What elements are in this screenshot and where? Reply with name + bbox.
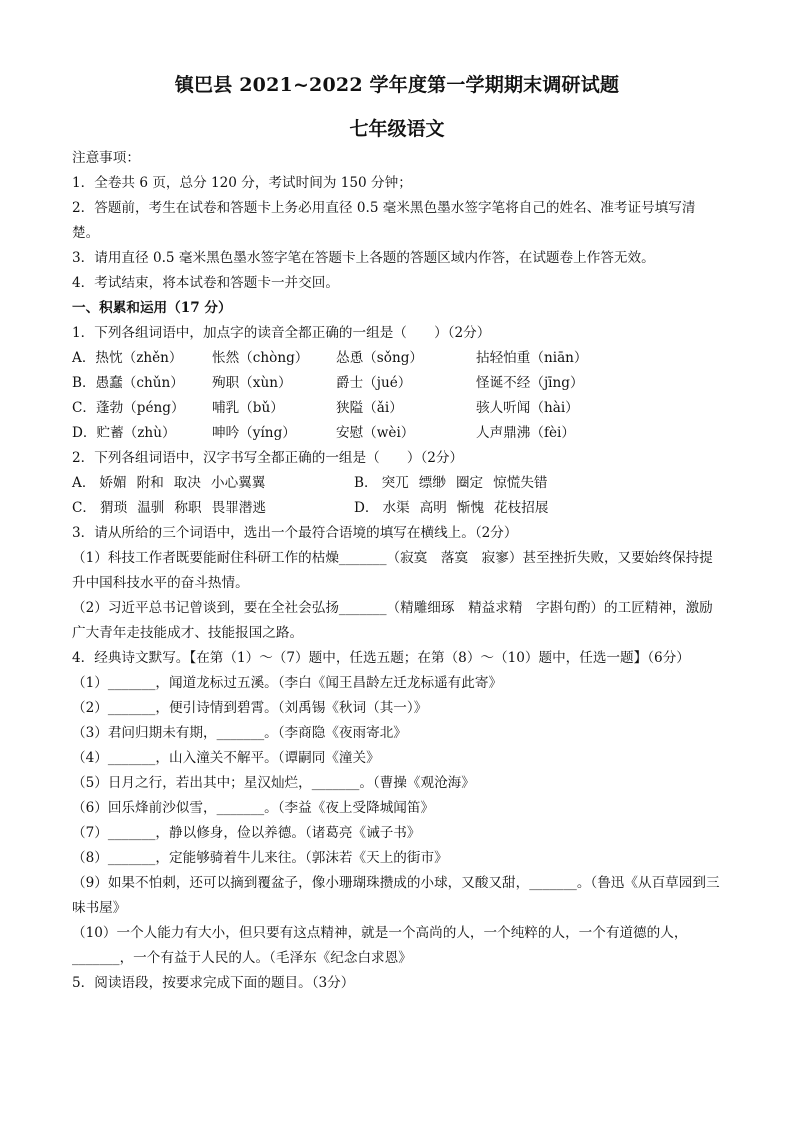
option-word: 惭愧 bbox=[456, 500, 485, 516]
question-3-item: （2）习近平总书记曾谈到，要在全社会弘扬_______（精雕细琢 精益求精 字斟句酌）的工匠精神，激励广大青年走技能成才、技能报国之路。 bbox=[72, 600, 713, 641]
question-2-options-ab bbox=[72, 471, 722, 496]
question-4-item: （6）回乐烽前沙似雪，_______。（李益《夜上受降城闻笛》 bbox=[72, 800, 435, 816]
option-cell: 哺乳（bǔ） bbox=[212, 400, 284, 416]
section-heading: 一、积累和运用（17 分） bbox=[72, 300, 232, 316]
question-4-item: （8）_______，定能够骑着牛儿来往。（郭沫若《天上的街市》 bbox=[72, 850, 448, 866]
notice-item: 3．请用直径 0.5 毫米黑色墨水签字笔在答题卡上各题的答题区域内作答，在试题卷上作答无效。 bbox=[72, 250, 655, 266]
option-word: 附和 bbox=[136, 475, 164, 491]
notice-item: 1．全卷共 6 页，总分 120 分，考试时间为 150 分钟； bbox=[72, 175, 412, 191]
option-word: 称职 bbox=[174, 500, 202, 516]
option-label: C． bbox=[72, 500, 96, 516]
option-label: B． bbox=[354, 475, 378, 491]
question-4-item: （1）_______，闻道龙标过五溪。（李白《闻王昌龄左迁龙标遥有此寄》 bbox=[72, 675, 503, 691]
question-5-stem: 5．阅读语段，按要求完成下面的题目。（3分） bbox=[72, 975, 355, 991]
exam-subtitle: 七年级语文 bbox=[349, 118, 445, 140]
option-cell: D．贮蓄（zhù） bbox=[72, 425, 176, 441]
option-cell: 怅然（chòng） bbox=[212, 350, 309, 366]
option-cell: 怪诞不经（jīng） bbox=[476, 375, 584, 391]
option-word: 畏罪潜逃 bbox=[211, 500, 266, 516]
option-cell: 殉职（xùn） bbox=[212, 375, 292, 391]
option-cell: 骇人听闻（hài） bbox=[476, 400, 579, 416]
option-cell: 狭隘（ǎi） bbox=[336, 400, 403, 416]
question-4-item: （5）日月之行，若出其中；星汉灿烂，_______。（曹操《观沧海》 bbox=[72, 775, 475, 791]
option-group bbox=[72, 496, 354, 521]
exam-title: 镇巴县 2021~2022 学年度第一学期期末调研试题 bbox=[174, 74, 620, 96]
option-group bbox=[354, 496, 654, 521]
exam-body bbox=[72, 146, 722, 996]
option-cell: 呻吟（yíng） bbox=[212, 425, 296, 441]
option-word: 突兀 bbox=[381, 475, 409, 491]
question-1-option-a bbox=[72, 346, 722, 371]
option-word: 取决 bbox=[173, 475, 201, 491]
question-4-item: （4）_______，山入潼关不解平。（谭嗣同《潼关》 bbox=[72, 750, 380, 766]
question-4-item: （3）君问归期未有期，_______。（李商隐《夜雨寄北》 bbox=[72, 725, 407, 741]
notice-item: 4．考试结束，将本试卷和答题卡一并交回。 bbox=[72, 275, 339, 291]
option-word: 惊慌失错 bbox=[493, 475, 548, 491]
option-word: 高明 bbox=[419, 500, 447, 516]
question-2-stem: 2．下列各组词语中，汉字书写全都正确的一组是（ ）（2分） bbox=[72, 450, 464, 466]
option-cell: 安慰（wèi） bbox=[336, 425, 415, 441]
notice-heading: 注意事项： bbox=[72, 150, 140, 166]
option-word: 圈定 bbox=[455, 475, 484, 491]
option-label: D． bbox=[354, 500, 379, 516]
option-word: 娇媚 bbox=[99, 475, 127, 491]
question-2-options-cd bbox=[72, 496, 722, 521]
question-4-stem: 4．经典诗文默写。【在第（1）～（7）题中，任选五题；在第（8）～（10）题中，任选一题】（6分） bbox=[72, 650, 690, 666]
question-1-option-b bbox=[72, 371, 722, 396]
option-word: 水渠 bbox=[382, 500, 410, 516]
option-word: 猬琐 bbox=[100, 500, 128, 516]
option-cell: 爵士（jué） bbox=[336, 375, 412, 391]
option-group bbox=[72, 471, 354, 496]
question-4-item: （7）_______，静以修身，俭以养德。（诸葛亮《诫子书》 bbox=[72, 825, 421, 841]
option-cell: C．蓬勃（péng） bbox=[72, 400, 185, 416]
option-word: 温驯 bbox=[137, 500, 165, 516]
question-1-option-d bbox=[72, 421, 722, 446]
question-1-option-c bbox=[72, 396, 722, 421]
option-cell: B．愚蠢（chǔn） bbox=[72, 375, 184, 391]
option-cell: 怂恿（sǒng） bbox=[336, 350, 423, 366]
option-word: 缥缈 bbox=[418, 475, 446, 491]
option-cell: 拈轻怕重（niān） bbox=[476, 350, 588, 366]
option-word: 花枝招展 bbox=[494, 500, 549, 516]
option-cell: A．热忱（zhěn） bbox=[72, 350, 183, 366]
option-group bbox=[354, 471, 654, 496]
option-word: 小心翼翼 bbox=[210, 475, 266, 491]
question-4-item: （2）_______，便引诗情到碧霄。（刘禹锡《秋词（其一）》 bbox=[72, 700, 428, 716]
question-1-stem: 1．下列各组词语中，加点字的读音全都正确的一组是（ ）（2分） bbox=[72, 325, 491, 341]
question-4-item: （10）一个人能力有大小，但只要有这点精神，就是一个高尚的人，一个纯粹的人，一个有道德的人，_______，一个有益于人民的人。（毛泽东《纪念白求恩》 bbox=[72, 925, 688, 966]
notice-item: 2．答题前，考生在试卷和答题卡上务必用直径 0.5 毫米黑色墨水签字笔将自己的姓名、准考证号填写清楚。 bbox=[72, 200, 696, 241]
option-label: A． bbox=[72, 475, 96, 491]
option-cell: 人声鼎沸（fèi） bbox=[476, 425, 575, 441]
question-4-item: （9）如果不怕刺，还可以摘到覆盆子，像小珊瑚珠攒成的小球，又酸又甜，_______。（鲁迅《从百草园到三味书屋》 bbox=[72, 875, 720, 916]
question-3-stem: 3．请从所给的三个词语中，选出一个最符合语境的填写在横线上。（2分） bbox=[72, 525, 518, 541]
question-3-item: （1）科技工作者既要能耐住科研工作的枯燥_______（寂寞 落寞 寂寥）甚至挫折失败，又要始终保持提升中国科技水平的奋斗热情。 bbox=[72, 550, 713, 591]
